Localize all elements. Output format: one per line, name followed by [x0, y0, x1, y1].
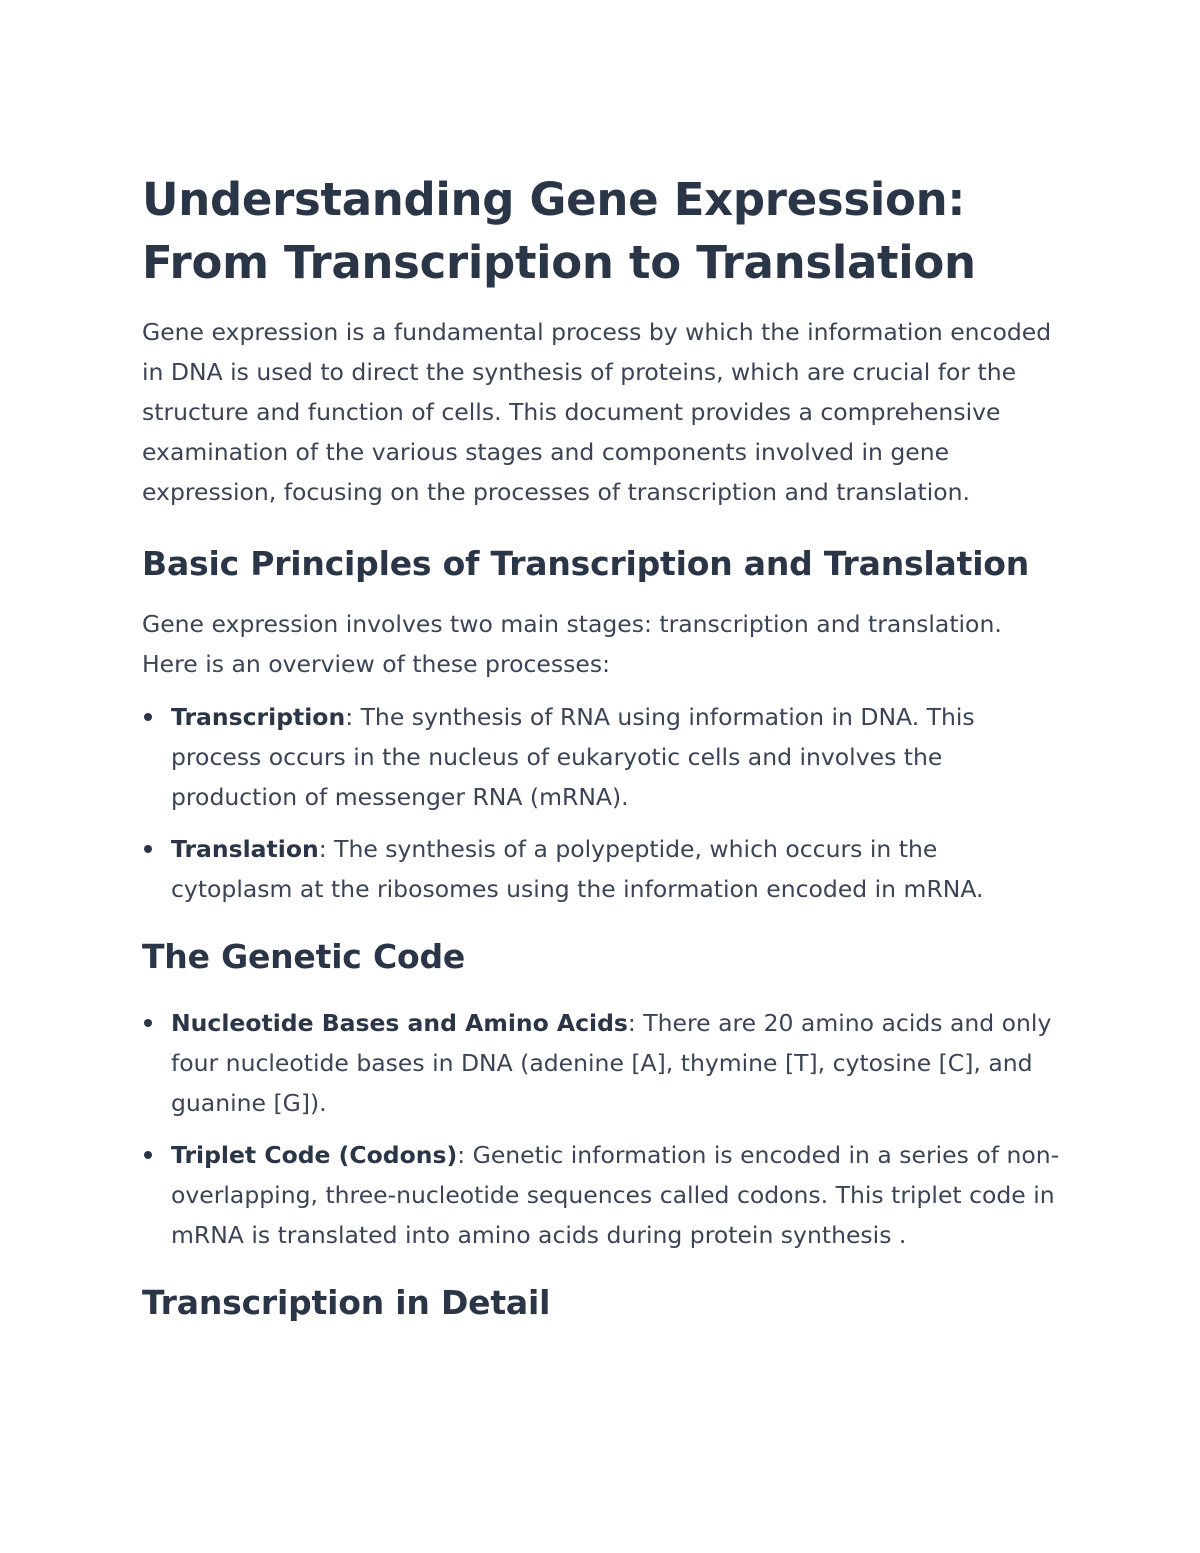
- section-heading-basic-principles: Basic Principles of Transcription and Translation: [142, 544, 1030, 583]
- list-item-term: Transcription: [171, 703, 346, 731]
- bullet-icon: [144, 845, 152, 853]
- document-content: [142, 168, 1062, 1325]
- list-item-term: Translation: [171, 835, 319, 863]
- list-item-term: Nucleotide Bases and Amino Acids: [171, 1009, 628, 1037]
- bullet-icon: [144, 713, 152, 721]
- bullet-icon: [144, 1151, 152, 1159]
- list-item: [142, 697, 1062, 817]
- basic-principles-list: [142, 697, 1062, 909]
- list-item-text: : Genetic information is encoded in a series of non-overlapping, three-nucleotide sequences called codons. This triplet code in mRNA is translated into amino acids during protein synthesis .: [171, 1141, 1060, 1249]
- list-item-term: Triplet Code (Codons): [171, 1141, 458, 1169]
- intro-paragraph: Gene expression is a fundamental process by which the information encoded in DNA is used to direct the synthesis of proteins, which are crucial for the structure and function of cells. This document provides a comprehensive examination of the various stages and components involved in gene expression, focusing on the processes of transcription and translation.: [142, 318, 1052, 506]
- list-item-text: : There are 20 amino acids and only four nucleotide bases in DNA (adenine [A], thymine [T], cytosine [C], and guanine [G]).: [171, 1009, 1052, 1117]
- section-heading-transcription-detail: Transcription in Detail: [142, 1283, 551, 1322]
- list-item-text: : The synthesis of a polypeptide, which occurs in the cytoplasm at the ribosomes using the information encoded in mRNA.: [171, 835, 984, 903]
- list-item-text: : The synthesis of RNA using information in DNA. This process occurs in the nucleus of eukaryotic cells and involves the production of messenger RNA (mRNA).: [171, 703, 975, 811]
- basic-principles-paragraph: Gene expression involves two main stages: transcription and translation. Here is an overview of these processes:: [142, 610, 1002, 678]
- list-item: [142, 1135, 1062, 1255]
- bullet-icon: [144, 1019, 152, 1027]
- genetic-code-list: [142, 1003, 1062, 1255]
- document-title: Understanding Gene Expression: From Transcription to Translation: [142, 173, 976, 289]
- section-heading-genetic-code: The Genetic Code: [142, 937, 466, 976]
- list-item: [142, 1003, 1062, 1123]
- list-item: [142, 829, 1062, 909]
